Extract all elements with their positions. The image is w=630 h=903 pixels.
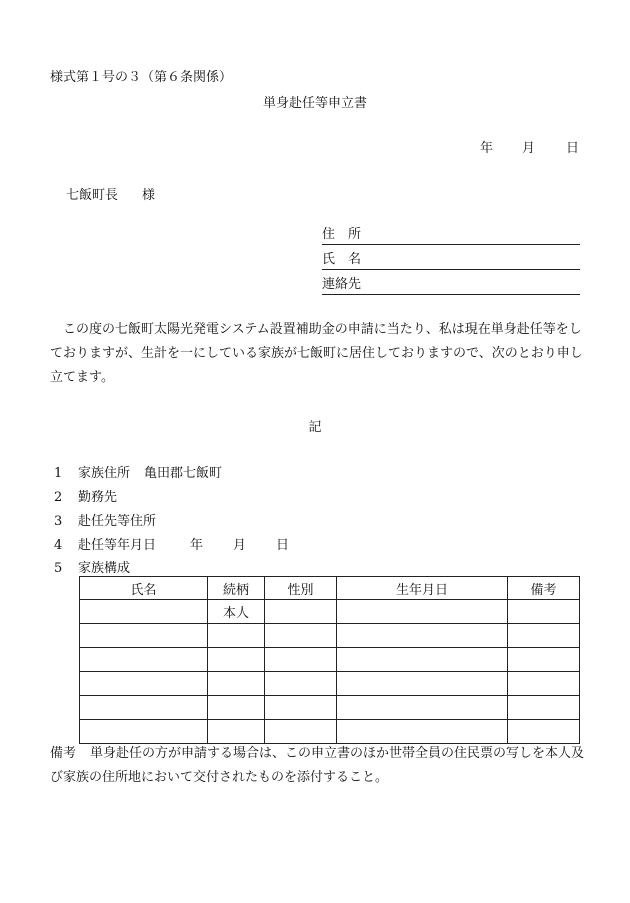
- header-relationship: 続柄: [208, 577, 265, 600]
- cell-birthdate[interactable]: [337, 600, 508, 624]
- header-birthdate: 生年月日: [337, 577, 508, 600]
- remarks-text: 単身赴任の方が申請する場合は、この申立書のほか世帯全員の住民票の写しを本人及び家族の住所地において交付されたものを添付すること。: [50, 746, 585, 785]
- cell-remarks[interactable]: [508, 624, 580, 648]
- header-sex: 性別: [265, 577, 337, 600]
- date-month-label: 月: [522, 141, 536, 156]
- item-label: 赴任先等住所: [78, 514, 157, 529]
- cell-name[interactable]: [80, 624, 208, 648]
- table-row: [80, 600, 580, 624]
- addressee-honorific: 様: [142, 188, 156, 203]
- item-family-address: [54, 462, 222, 481]
- cell-relationship[interactable]: [208, 624, 265, 648]
- address-label: 住 所: [322, 227, 362, 242]
- cell-name[interactable]: [80, 672, 208, 696]
- table-row: [80, 672, 580, 696]
- item-number: 5: [54, 561, 63, 576]
- table-row: [80, 720, 580, 744]
- item-month-label: 月: [233, 538, 247, 553]
- item-number: 2: [54, 490, 63, 505]
- contact-field[interactable]: [322, 274, 580, 295]
- table-row: [80, 648, 580, 672]
- header-name: 氏名: [80, 577, 208, 600]
- address-field[interactable]: [322, 224, 580, 245]
- item-number: 3: [54, 514, 63, 529]
- remarks-label: 備考: [50, 746, 77, 761]
- cell-relationship[interactable]: [208, 648, 265, 672]
- date-day-label: 日: [566, 141, 580, 156]
- body-paragraph: この度の七飯町太陽光発電システム設置補助金の申請に当たり、私は現在単身赴任等をしておりますが、生計を一にしている家族が七飯町に居住しておりますので、次のとおり申し立てます。: [50, 322, 583, 385]
- date-year-label: 年: [480, 141, 494, 156]
- item-number: 1: [54, 466, 63, 481]
- table-header-row: [80, 577, 580, 600]
- cell-birthdate[interactable]: [337, 672, 508, 696]
- document-title: 単身赴任等申立書: [262, 96, 367, 111]
- cell-sex[interactable]: [265, 648, 337, 672]
- cell-birthdate[interactable]: [337, 648, 508, 672]
- table-row: [80, 696, 580, 720]
- name-field[interactable]: [322, 249, 580, 270]
- cell-sex[interactable]: [265, 696, 337, 720]
- item-year-label: 年: [190, 538, 204, 553]
- family-table: [79, 576, 580, 744]
- cell-relationship[interactable]: [208, 696, 265, 720]
- cell-sex[interactable]: [265, 624, 337, 648]
- item-label: 勤務先: [78, 490, 118, 505]
- form-number: 様式第１号の３（第６条関係）: [50, 70, 233, 85]
- header-remarks: 備考: [508, 577, 580, 600]
- item-day-label: 日: [276, 538, 290, 553]
- item-label: 家族住所: [78, 466, 131, 481]
- cell-name[interactable]: [80, 600, 208, 624]
- cell-sex[interactable]: [265, 720, 337, 744]
- cell-birthdate[interactable]: [337, 624, 508, 648]
- cell-birthdate[interactable]: [337, 720, 508, 744]
- cell-name[interactable]: [80, 720, 208, 744]
- addressee-name: 七飯町長: [66, 188, 119, 203]
- item-assignment-date: [54, 534, 289, 553]
- item-workplace: [54, 486, 117, 505]
- contact-label: 連絡先: [322, 277, 362, 292]
- name-label: 氏 名: [322, 252, 362, 267]
- item-label: 赴任等年月日: [78, 538, 157, 553]
- cell-remarks[interactable]: [508, 672, 580, 696]
- item-value: 亀田郡七飯町: [144, 466, 223, 481]
- cell-remarks[interactable]: [508, 720, 580, 744]
- cell-remarks[interactable]: [508, 648, 580, 672]
- item-assignment-address: [54, 510, 156, 529]
- cell-remarks[interactable]: [508, 600, 580, 624]
- remarks-note: [50, 742, 590, 790]
- item-label: 家族構成: [78, 561, 131, 576]
- cell-remarks[interactable]: [508, 696, 580, 720]
- cell-sex[interactable]: [265, 672, 337, 696]
- addressee: [66, 184, 155, 203]
- cell-name[interactable]: [80, 696, 208, 720]
- ki-heading: 記: [308, 420, 322, 435]
- table-row: [80, 624, 580, 648]
- cell-relationship[interactable]: [208, 672, 265, 696]
- item-family-composition: [54, 557, 130, 576]
- cell-sex[interactable]: [265, 600, 337, 624]
- cell-relationship[interactable]: [208, 720, 265, 744]
- cell-birthdate[interactable]: [337, 696, 508, 720]
- item-number: 4: [54, 538, 63, 553]
- cell-name[interactable]: [80, 648, 208, 672]
- cell-relationship: 本人: [208, 600, 265, 624]
